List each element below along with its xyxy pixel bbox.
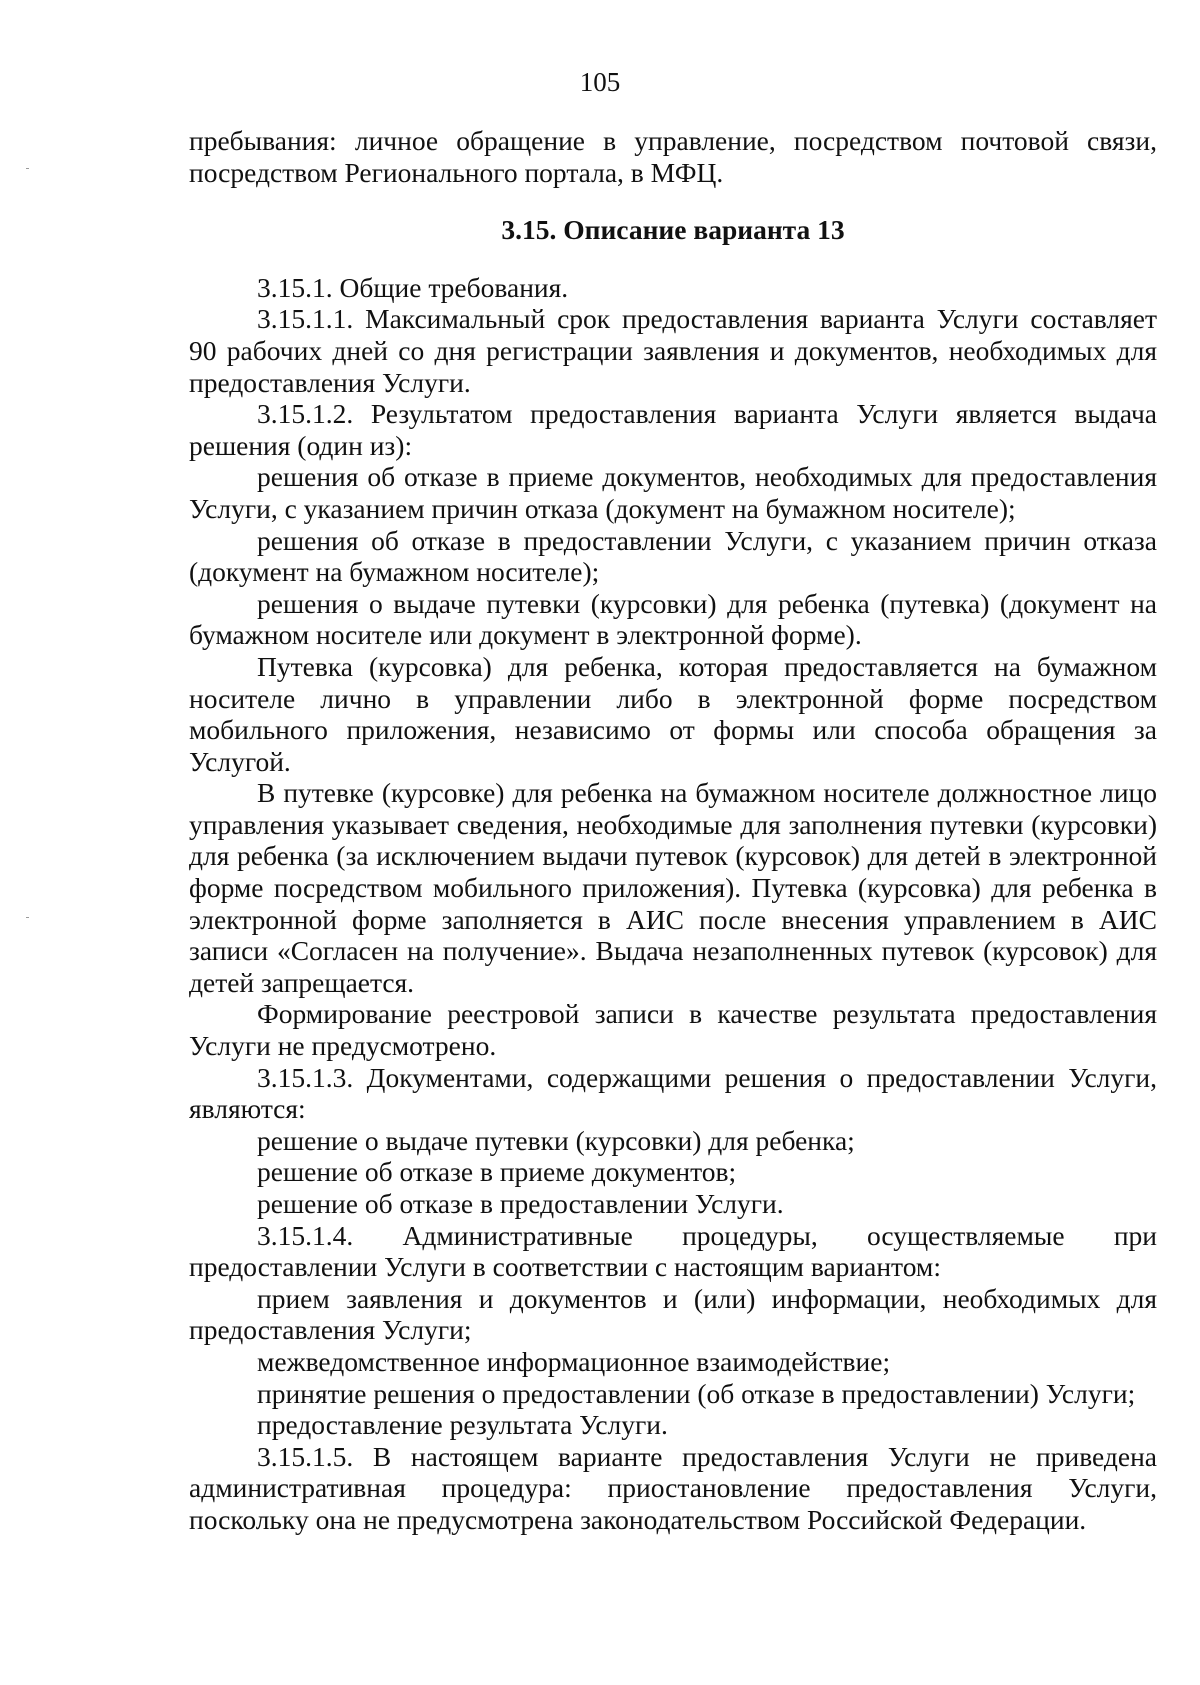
paragraph: принятие решения о предоставлении (об отказе в предоставлении) Услуги; (257, 1377, 1136, 1409)
margin-mark (26, 168, 29, 169)
paragraph: 3.15.1.1. Максимальный срок предоставления варианта Услуги составляет 90 рабочих дней со дня регистрации заявления и документов, необходимых для предоставления Услуги. (189, 303, 1157, 398)
paragraph: предоставление результата Услуги. (257, 1409, 668, 1441)
paragraph: 3.15.1.4. Административные процедуры, осуществляемые при предоставлении Услуги в соответствии с настоящим вариантом: (189, 1219, 1157, 1283)
paragraph: прием заявления и документов и (или) информации, необходимых для предоставления Услуги; (189, 1282, 1157, 1346)
paragraph: решения об отказе в предоставлении Услуги, с указанием причин отказа (документ на бумажном носителе); (189, 524, 1157, 588)
paragraph: пребывания: личное обращение в управление, посредством почтовой связи, посредством Регионального портала, в МФЦ. (189, 125, 1157, 188)
paragraph: решения о выдаче путевки (курсовки) для ребенка (путевка) (документ на бумажном носителе или документ в электронной форме). (189, 587, 1157, 651)
paragraph: 3.15.1.3. Документами, содержащими решения о предоставлении Услуги, являются: (189, 1061, 1157, 1125)
margin-mark (26, 917, 29, 918)
paragraph: В путевке (курсовке) для ребенка на бумажном носителе должностное лицо управления указывает сведения, необходимые для заполнения путевки (курсовки) для ребенка (за исключением выдачи путевок (курсовок) для детей в электронной форме посредством мобильного приложения). Путевка (курсовка) для ребенка в электронной форме заполняется в АИС после внесения управлением в АИС записи «Согласен на получение». Выдача незаполненных путевок (курсовок) для детей запрещается. (189, 777, 1157, 998)
paragraph: Путевка (курсовка) для ребенка, которая предоставляется на бумажном носителе лично в управлении либо в электронной форме посредством мобильного приложения, независимо от формы или способа обращения за Услугой. (189, 650, 1157, 777)
paragraph: решение о выдаче путевки (курсовки) для ребенка; (257, 1124, 855, 1156)
paragraph: межведомственное информационное взаимодействие; (257, 1345, 891, 1377)
paragraph: решение об отказе в предоставлении Услуги. (257, 1188, 784, 1219)
paragraph: 3.15.1.5. В настоящем варианте предоставления Услуги не приведена административная процедура: приостановление предоставления Услуги, поскольку она не предусмотрена законодательством Российской Федерации. (189, 1440, 1157, 1535)
paragraph: решение об отказе в приеме документов; (257, 1156, 737, 1188)
section-heading: 3.15. Описание варианта 13 (501, 214, 845, 246)
paragraph: 3.15.1.2. Результатом предоставления варианта Услуги является выдача решения (один из): (189, 398, 1157, 461)
paragraph: Формирование реестровой записи в качестве результата предоставления Услуги не предусмотрено. (189, 998, 1157, 1062)
document-body (189, 125, 1157, 1536)
paragraph: решения об отказе в приеме документов, необходимых для предоставления Услуги, с указанием причин отказа (документ на бумажном носителе); (189, 461, 1157, 524)
paragraph: 3.15.1. Общие требования. (257, 271, 569, 303)
page-number: 105 (579, 67, 621, 97)
